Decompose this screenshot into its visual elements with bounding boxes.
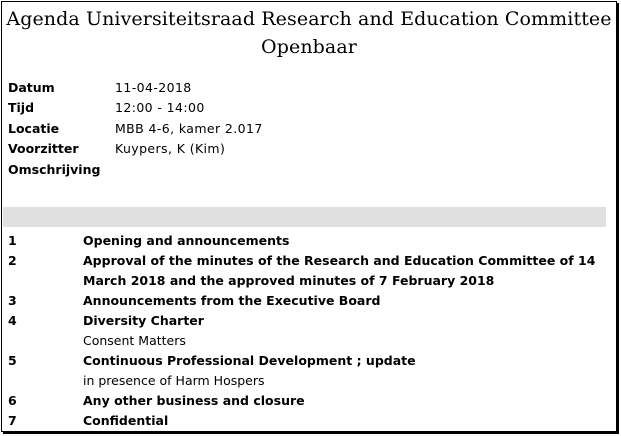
agenda-item-title: Announcements from the Executive Board: [83, 293, 381, 308]
agenda-item-number: 7: [8, 413, 17, 428]
agenda-item-title: Any other business and closure: [83, 393, 305, 408]
agenda-item-6: [8, 391, 608, 411]
meta-row-datum: [8, 77, 263, 98]
agenda-item-number: 3: [8, 293, 17, 308]
meta-row-locatie: [8, 118, 263, 139]
meta-value: Kuypers, K (Kim): [115, 141, 226, 157]
meta-value: 11-04-2018: [115, 79, 192, 95]
agenda-item-number: 5: [8, 353, 17, 368]
meta-label: Datum: [8, 79, 55, 95]
title-line-1: Agenda Universiteitsraad Research and Education Committee: [6, 8, 612, 30]
agenda-item-2: [8, 251, 608, 291]
section-divider-bar: [3, 207, 606, 227]
meta-label: Locatie: [8, 120, 60, 136]
agenda-item-1: [8, 231, 608, 251]
meta-label: Omschrijving: [8, 161, 101, 177]
agenda-item-body: [83, 391, 608, 411]
agenda-item-body: [83, 351, 608, 391]
meta-label: Tijd: [8, 100, 35, 116]
agenda-document: [1, 1, 617, 432]
agenda-item-subtext: Consent Matters: [83, 333, 186, 348]
agenda-item-body: [83, 231, 608, 251]
meta-value: MBB 4-6, kamer 2.017: [115, 120, 263, 136]
agenda-item-subtext: in presence of Harm Hospers: [83, 373, 265, 388]
agenda-item-number: 4: [8, 313, 17, 328]
agenda-item-body: [83, 291, 608, 311]
agenda-item-body: [83, 251, 608, 291]
meta-value: 12:00 - 14:00: [115, 100, 205, 116]
agenda-item-4: [8, 311, 608, 351]
agenda-list: [8, 231, 608, 431]
meeting-details: [8, 77, 263, 180]
document-title: [2, 2, 616, 61]
agenda-item-body: [83, 411, 608, 431]
agenda-item-title: Confidential: [83, 413, 169, 428]
agenda-item-title: Continuous Professional Development ; update: [83, 353, 416, 368]
agenda-item-5: [8, 351, 608, 391]
meta-row-tijd: [8, 98, 263, 119]
agenda-item-7: [8, 411, 608, 431]
agenda-item-number: 6: [8, 393, 17, 408]
meta-row-voorzitter: [8, 139, 263, 160]
agenda-item-number: 1: [8, 233, 17, 248]
meta-label: Voorzitter: [8, 141, 79, 157]
agenda-item-3: [8, 291, 608, 311]
agenda-item-body: [83, 311, 608, 351]
agenda-item-title: Approval of the minutes of the Research and Education Committee of 14 March 2018 and the approved minutes of 7 February 2018: [83, 253, 596, 288]
meta-row-omschrijving: [8, 159, 263, 180]
agenda-item-title: Opening and announcements: [83, 233, 290, 248]
agenda-item-number: 2: [8, 253, 17, 268]
agenda-item-title: Diversity Charter: [83, 313, 204, 328]
title-line-2: Openbaar: [261, 36, 357, 58]
